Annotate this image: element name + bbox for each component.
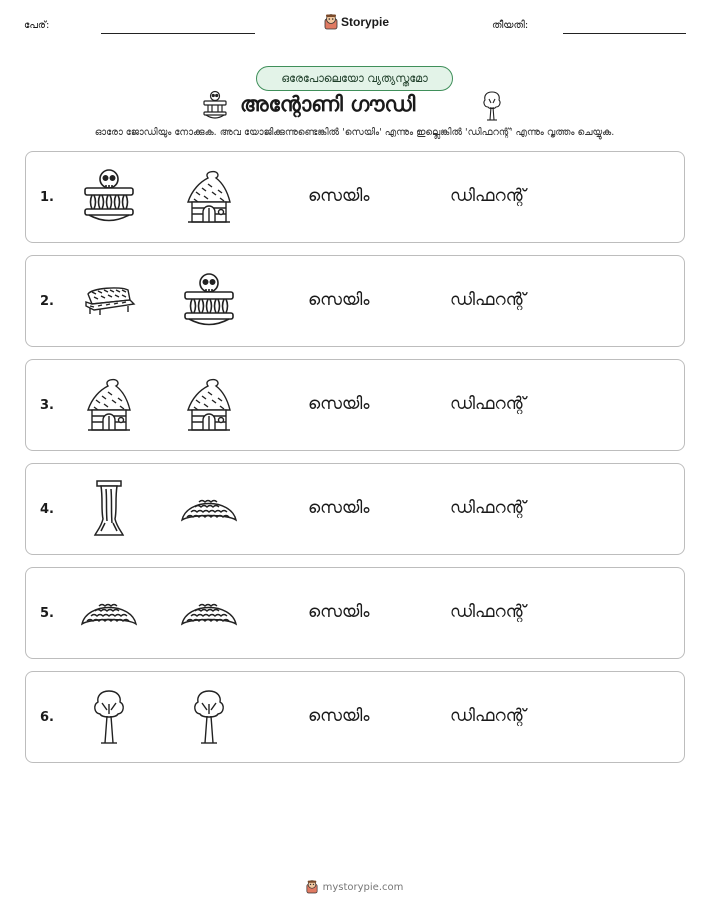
exercise-row	[25, 359, 685, 451]
title-row	[0, 90, 709, 124]
row-number: 6.	[40, 710, 54, 725]
name-field-line	[101, 33, 255, 34]
exercise-row	[25, 567, 685, 659]
same-option[interactable]: സെയിം	[308, 186, 370, 206]
instructions-text: ഓരോ ജോഡിയും നോക്കുക. അവ യോജിക്കുന്നുണ്ടെങ്കിൽ 'സെയിം' എന്നും ഇല്ലെങ്കിൽ 'ഡിഫറന്റ്' എന്നും വൃത്തം ചെയ്യുക.	[94, 127, 615, 138]
worksheet-type-badge: ഒരേപോലെയോ വ്യത്യസ്തമോ	[256, 66, 453, 91]
brand-name: Storypie	[341, 15, 390, 29]
row-number: 4.	[40, 502, 54, 517]
worksheet-header	[0, 12, 709, 42]
tree-icon	[76, 684, 142, 750]
balcony-icon	[76, 164, 142, 230]
balcony-icon	[176, 268, 242, 334]
house-icon	[76, 372, 142, 438]
storypie-mascot-icon	[306, 880, 318, 894]
same-option[interactable]: സെയിം	[308, 498, 370, 518]
same-option[interactable]: സെയിം	[308, 602, 370, 622]
storypie-mascot-icon	[324, 14, 338, 30]
row-number: 5.	[40, 606, 54, 621]
same-option[interactable]: സെയിം	[308, 394, 370, 414]
bench-icon	[76, 268, 142, 334]
different-option[interactable]: ഡിഫറന്റ്	[450, 186, 526, 206]
exercise-row	[25, 151, 685, 243]
date-label: തീയതി:	[492, 20, 529, 31]
exercise-row	[25, 255, 685, 347]
exercise-row	[25, 671, 685, 763]
different-option[interactable]: ഡിഫറന്റ്	[450, 290, 526, 310]
dome-icon	[176, 476, 242, 542]
balcony-icon	[202, 90, 228, 126]
different-option[interactable]: ഡിഫറന്റ്	[450, 394, 526, 414]
house-icon	[176, 164, 242, 230]
dome-icon	[76, 580, 142, 646]
column-icon	[76, 476, 142, 542]
same-option[interactable]: സെയിം	[308, 290, 370, 310]
house-icon	[176, 372, 242, 438]
same-option[interactable]: സെയിം	[308, 706, 370, 726]
different-option[interactable]: ഡിഫറന്റ്	[450, 498, 526, 518]
footer	[0, 880, 709, 894]
brand-logo	[324, 14, 389, 30]
exercise-row	[25, 463, 685, 555]
date-field-line	[563, 33, 686, 34]
row-number: 3.	[40, 398, 54, 413]
tree-icon	[481, 90, 503, 126]
different-option[interactable]: ഡിഫറന്റ്	[450, 602, 526, 622]
dome-icon	[176, 580, 242, 646]
worksheet-title: അന്റോണി ഗൗഡി	[240, 92, 416, 116]
footer-site: mystorypie.com	[322, 881, 404, 893]
tree-icon	[176, 684, 242, 750]
row-number: 2.	[40, 294, 54, 309]
name-label: പേര്:	[24, 20, 50, 31]
different-option[interactable]: ഡിഫറന്റ്	[450, 706, 526, 726]
row-number: 1.	[40, 190, 54, 205]
